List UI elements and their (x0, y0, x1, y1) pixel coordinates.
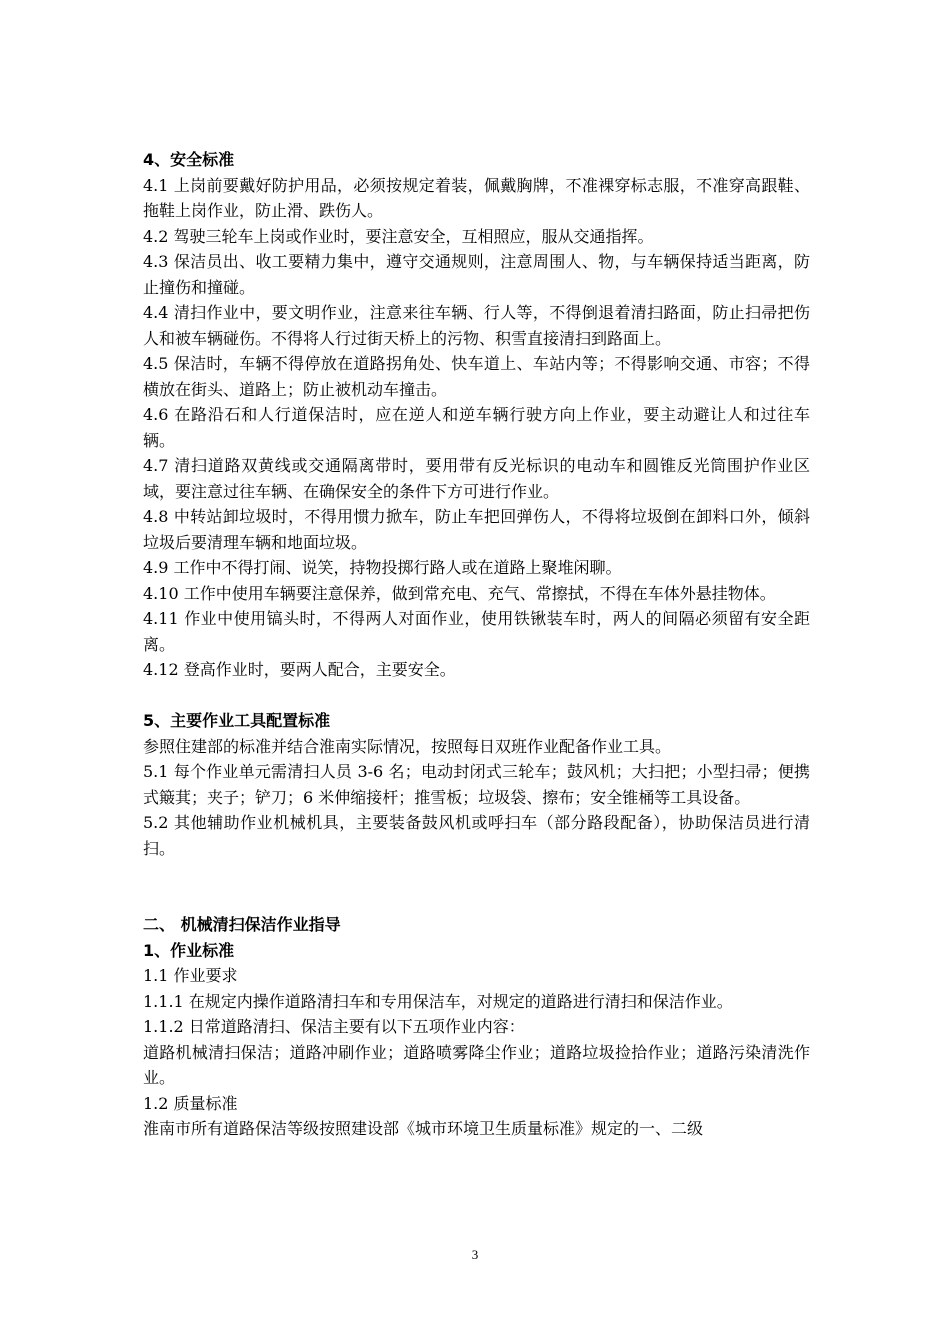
paragraph: 4.1 上岗前要戴好防护用品，必须按规定着装，佩戴胸牌，不准裸穿标志服，不准穿高跟鞋、拖鞋上岗作业，防止滑、跌伤人。 (143, 175, 810, 220)
paragraph: 4.3 保洁员出、收工要精力集中，遵守交通规则，注意周围人、物，与车辆保持适当距离，防止撞伤和撞碰。 (143, 252, 810, 297)
page-number: 3 (471, 1247, 479, 1262)
paragraph: 4.6 在路沿石和人行道保洁时，应在逆人和逆车辆行驶方向上作业，要主动避让人和过往车辆。 (143, 405, 810, 450)
paragraph: 4.8 中转站卸垃圾时，不得用惯力掀车，防止车把回弹伤人，不得将垃圾倒在卸料口外，倾斜垃圾后要清理车辆和地面垃圾。 (143, 507, 810, 552)
paragraph: 4.4 清扫作业中，要文明作业，注意来往车辆、行人等，不得倒退着清扫路面，防止扫帚把伤人和被车辆碰伤。不得将人行过街天桥上的污物、积雪直接清扫到路面上。 (143, 303, 810, 348)
paragraph: 4.12 登高作业时，要两人配合，主要安全。 (143, 660, 456, 679)
paragraph: 淮南市所有道路保洁等级按照建设部《城市环境卫生质量标准》规定的一、二级 (143, 1119, 704, 1138)
paragraph: 1.1.2 日常道路清扫、保洁主要有以下五项作业内容： (143, 1017, 525, 1036)
section-heading: 4、安全标准 (143, 150, 235, 169)
paragraph: 1.1.1 在规定内操作道路清扫车和专用保洁车，对规定的道路进行清扫和保洁作业。 (143, 991, 733, 1011)
spacer (143, 861, 810, 912)
section-heading: 1、作业标准 (143, 940, 235, 960)
paragraph: 4.2 驾驶三轮车上岗或作业时，要注意安全，互相照应，服从交通指挥。 (143, 226, 654, 246)
paragraph: 参照住建部的标准并结合淮南实际情况，按照每日双班作业配备作业工具。 (143, 736, 672, 756)
paragraph: 4.10 工作中使用车辆要注意保养，做到常充电、充气、常擦拭，不得在车体外悬挂物体。 (143, 583, 776, 603)
spacer (143, 683, 810, 709)
paragraph: 4.7 清扫道路双黄线或交通隔离带时，要用带有反光标识的电动车和圆锥反光筒围护作业区域，要注意过往车辆、在确保安全的条件下方可进行作业。 (143, 456, 810, 501)
section-heading: 5、主要作业工具配置标准 (143, 711, 331, 730)
paragraph: 4.5 保洁时，车辆不得停放在道路拐角处、快车道上、车站内等；不得影响交通、市容；不得横放在街头、道路上；防止被机动车撞击。 (143, 354, 810, 399)
paragraph: 1.1 作业要求 (143, 966, 238, 985)
paragraph: 4.9 工作中不得打闹、说笑，持物投掷行路人或在道路上聚堆闲聊。 (143, 558, 622, 577)
part-heading: 二、 机械清扫保洁作业指导 (143, 915, 341, 934)
paragraph: 道路机械清扫保洁；道路冲刷作业；道路喷雾降尘作业；道路垃圾捡拾作业；道路污染清洗作业。 (143, 1042, 810, 1087)
page-body (143, 147, 810, 1142)
paragraph: 1.2 质量标准 (143, 1093, 238, 1113)
paragraph: 5.1 每个作业单元需清扫人员 3-6 名；电动封闭式三轮车；鼓风机；大扫把；小型扫帚；便携式簸萁；夹子；铲刀；6 米伸缩接杆；推雪板；垃圾袋、擦布；安全锥桶等工具设备。 (143, 762, 810, 807)
paragraph: 4.11 作业中使用镐头时，不得两人对面作业，使用铁锹装车时，两人的间隔必须留有安全距离。 (143, 609, 810, 654)
paragraph: 5.2 其他辅助作业机械机具，主要装备鼓风机或呼扫车（部分路段配备），协助保洁员进行清扫。 (143, 813, 810, 858)
